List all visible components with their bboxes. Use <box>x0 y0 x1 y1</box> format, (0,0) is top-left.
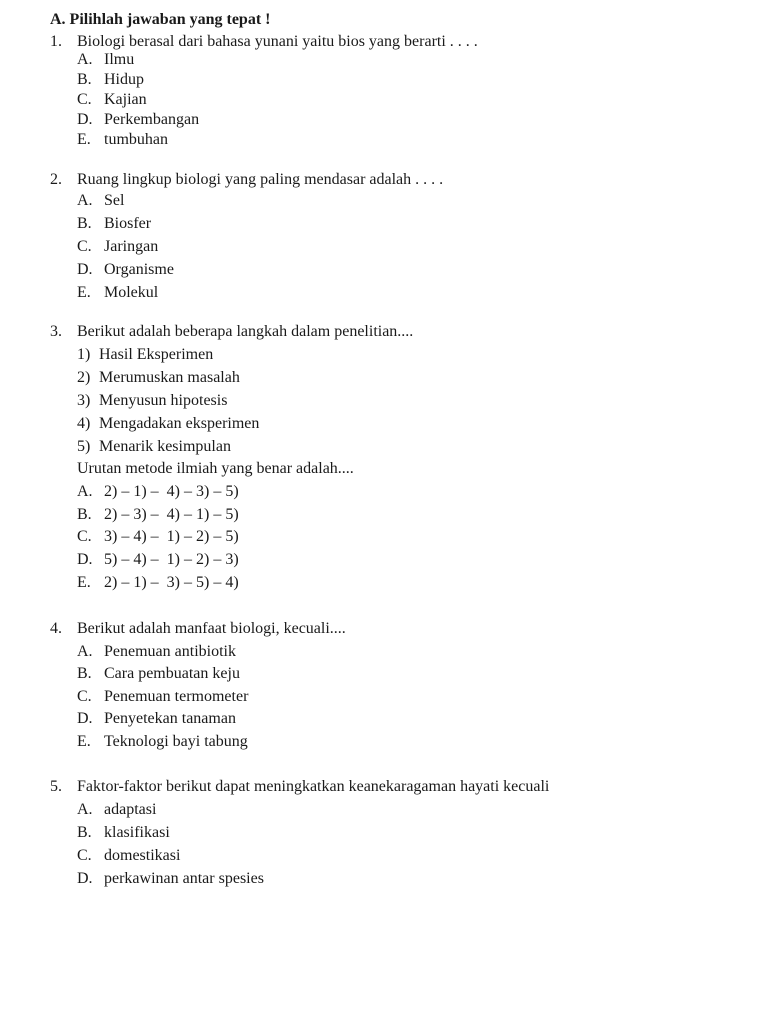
option-text: Perkembangan <box>104 111 200 128</box>
option-label: B. <box>77 824 92 841</box>
option-text: Penyetekan tanaman <box>104 710 236 727</box>
question-4 <box>50 619 346 639</box>
option-1e <box>77 130 168 150</box>
option-5a <box>77 800 156 820</box>
option-label: E. <box>77 284 91 301</box>
step-5 <box>77 437 231 457</box>
question-text: Ruang lingkup biologi yang paling mendasar adalah . . . . <box>77 171 444 188</box>
option-label: B. <box>77 665 92 682</box>
option-text: klasifikasi <box>104 824 170 841</box>
option-text: 5) – 4) – 1) – 2) – 3) <box>104 551 239 568</box>
option-text: Ilmu <box>104 51 135 68</box>
option-3d <box>77 550 239 570</box>
option-label: C. <box>77 528 92 545</box>
option-4c <box>77 687 248 707</box>
step-text: Menarik kesimpulan <box>99 438 231 455</box>
option-label: A. <box>77 192 93 209</box>
option-text: 3) – 4) – 1) – 2) – 5) <box>104 528 239 545</box>
option-label: D. <box>77 111 93 128</box>
option-1a <box>77 50 134 70</box>
option-text: tumbuhan <box>104 131 168 148</box>
option-label: D. <box>77 710 93 727</box>
subquestion-text: Urutan metode ilmiah yang benar adalah.... <box>77 460 354 477</box>
option-text: Penemuan termometer <box>104 688 249 705</box>
question-3 <box>50 322 413 342</box>
step-text: Hasil Eksperimen <box>99 346 214 363</box>
step-2 <box>77 368 240 388</box>
option-4b <box>77 664 240 684</box>
option-3e <box>77 573 239 593</box>
option-5d <box>77 869 264 889</box>
option-label: E. <box>77 131 91 148</box>
option-2b <box>77 214 151 234</box>
option-4d <box>77 709 236 729</box>
option-text: Cara pembuatan keju <box>104 665 240 682</box>
option-label: A. <box>77 483 93 500</box>
step-4 <box>77 414 259 434</box>
step-3 <box>77 391 227 411</box>
option-text: Kajian <box>104 91 147 108</box>
option-text: Organisme <box>104 261 174 278</box>
option-label: B. <box>77 506 92 523</box>
question-1 <box>50 32 478 52</box>
option-text: Teknologi bayi tabung <box>104 733 248 750</box>
option-1c <box>77 90 147 110</box>
option-2d <box>77 260 174 280</box>
option-text: Sel <box>104 192 125 209</box>
option-label: D. <box>77 870 93 887</box>
step-label: 1) <box>77 346 91 363</box>
option-text: 2) – 1) – 3) – 5) – 4) <box>104 574 239 591</box>
option-label: C. <box>77 91 92 108</box>
question-5 <box>50 777 549 797</box>
option-3b <box>77 505 239 525</box>
option-label: D. <box>77 261 93 278</box>
step-text: Merumuskan masalah <box>99 369 240 386</box>
question-number: 4. <box>50 620 62 637</box>
option-2e <box>77 283 158 303</box>
option-label: C. <box>77 688 92 705</box>
step-1 <box>77 345 213 365</box>
option-text: Biosfer <box>104 215 152 232</box>
option-label: D. <box>77 551 93 568</box>
question-text: Faktor-faktor berikut dapat meningkatkan keanekaragaman hayati kecuali <box>77 778 550 795</box>
question-text: Berikut adalah manfaat biologi, kecuali.... <box>77 620 346 637</box>
option-label: A. <box>77 51 93 68</box>
option-5b <box>77 823 170 843</box>
step-label: 3) <box>77 392 91 409</box>
option-text: 2) – 1) – 4) – 3) – 5) <box>104 483 239 500</box>
option-label: A. <box>77 801 93 818</box>
option-label: E. <box>77 574 91 591</box>
option-text: domestikasi <box>104 847 181 864</box>
option-1d <box>77 110 199 130</box>
option-2c <box>77 237 158 257</box>
option-label: B. <box>77 71 92 88</box>
section-title: A. Pilihlah jawaban yang tepat ! <box>50 11 271 28</box>
question-number: 3. <box>50 323 62 340</box>
step-label: 2) <box>77 369 91 386</box>
option-3c <box>77 527 239 547</box>
question-text: Berikut adalah beberapa langkah dalam penelitian.... <box>77 323 414 340</box>
option-label: E. <box>77 733 91 750</box>
option-label: C. <box>77 238 92 255</box>
step-text: Mengadakan eksperimen <box>99 415 260 432</box>
option-text: 2) – 3) – 4) – 1) – 5) <box>104 506 239 523</box>
option-text: Hidup <box>104 71 144 88</box>
option-4a <box>77 642 236 662</box>
option-label: A. <box>77 643 93 660</box>
question-number: 1. <box>50 33 62 50</box>
option-text: perkawinan antar spesies <box>104 870 264 887</box>
option-4e <box>77 732 248 752</box>
question-number: 2. <box>50 171 62 188</box>
question-number: 5. <box>50 778 62 795</box>
question-text: Biologi berasal dari bahasa yunani yaitu bios yang berarti . . . . <box>77 33 478 50</box>
option-2a <box>77 191 124 211</box>
option-label: B. <box>77 215 92 232</box>
option-1b <box>77 70 144 90</box>
step-label: 4) <box>77 415 91 432</box>
option-text: Penemuan antibiotik <box>104 643 236 660</box>
step-label: 5) <box>77 438 91 455</box>
option-3a <box>77 482 239 502</box>
option-label: C. <box>77 847 92 864</box>
step-text: Menyusun hipotesis <box>99 392 228 409</box>
option-text: Jaringan <box>104 238 159 255</box>
option-5c <box>77 846 180 866</box>
option-text: Molekul <box>104 284 159 301</box>
question-2 <box>50 170 443 190</box>
option-text: adaptasi <box>104 801 157 818</box>
